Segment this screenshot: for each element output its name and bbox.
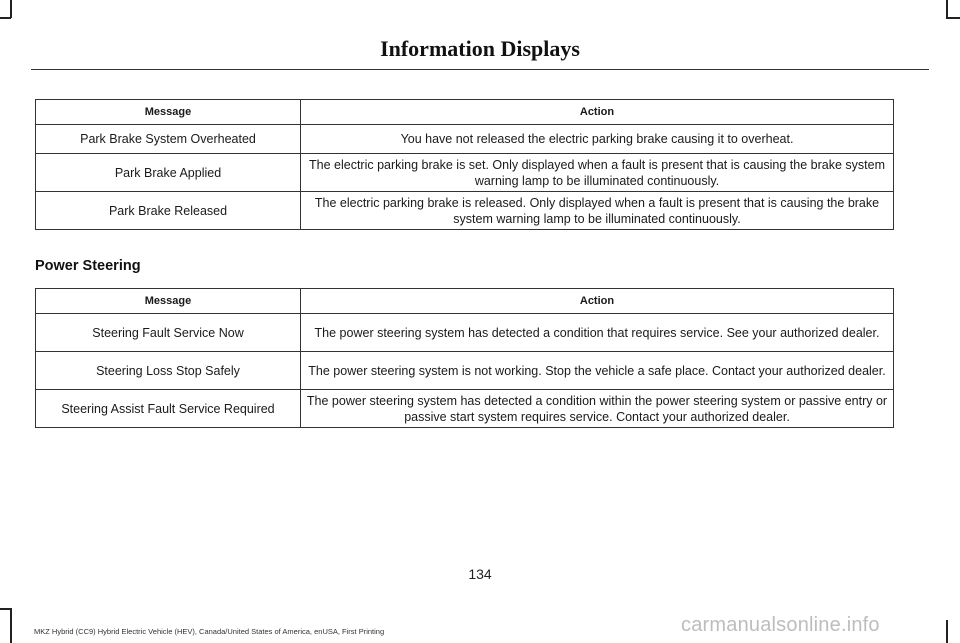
crop-mark-top-left-v — [10, 0, 12, 18]
table-row — [36, 314, 894, 352]
crop-mark-top-right-v — [946, 0, 948, 18]
crop-mark-top-right-h — [946, 17, 960, 19]
page-title: Information Displays — [380, 36, 580, 61]
message-cell: Park Brake Applied — [36, 154, 301, 192]
action-cell: You have not released the electric parking brake causing it to overheat. — [301, 125, 894, 154]
crop-mark-top-left-h — [0, 17, 11, 19]
action-cell: The electric parking brake is released. Only displayed when a fault is present that is causing the brake system warning lamp to be illuminated continuously. — [301, 192, 894, 230]
column-header-message: Message — [36, 100, 301, 125]
crop-mark-bottom-right-v — [946, 620, 948, 643]
table-header-row — [36, 100, 894, 125]
action-cell: The power steering system has detected a condition within the power steering system or passive entry or passive start system requires service. Contact your authorized dealer. — [301, 390, 894, 428]
action-cell: The power steering system is not working. Stop the vehicle a safe place. Contact your authorized dealer. — [301, 352, 894, 390]
column-header-action: Action — [301, 100, 894, 125]
section-heading: Power Steering — [35, 258, 141, 274]
action-cell: The electric parking brake is set. Only displayed when a fault is present that is causing the brake system warning lamp to be illuminated continuously. — [301, 154, 894, 192]
column-header-message: Message — [36, 289, 301, 314]
column-header-action: Action — [301, 289, 894, 314]
page-number: 134 — [468, 566, 492, 582]
crop-mark-bottom-left-h — [0, 608, 11, 610]
message-cell: Park Brake Released — [36, 192, 301, 230]
document-info: MKZ Hybrid (CC9) Hybrid Electric Vehicle (HEV), Canada/United States of America, enUSA, First Printing — [34, 627, 385, 636]
message-cell: Steering Loss Stop Safely — [36, 352, 301, 390]
table-row — [36, 192, 894, 230]
table-row — [36, 125, 894, 154]
crop-mark-bottom-left-v — [10, 608, 12, 643]
message-cell: Steering Fault Service Now — [36, 314, 301, 352]
message-cell: Steering Assist Fault Service Required — [36, 390, 301, 428]
table-row — [36, 352, 894, 390]
table-row — [36, 390, 894, 428]
power-steering-table — [35, 288, 894, 428]
action-cell: The power steering system has detected a condition that requires service. See your authorized dealer. — [301, 314, 894, 352]
table-header-row — [36, 289, 894, 314]
table-row — [36, 154, 894, 192]
park-brake-table — [35, 99, 894, 230]
message-cell: Park Brake System Overheated — [36, 125, 301, 154]
title-rule — [31, 69, 929, 70]
watermark: carmanualsonline.info — [681, 614, 880, 636]
